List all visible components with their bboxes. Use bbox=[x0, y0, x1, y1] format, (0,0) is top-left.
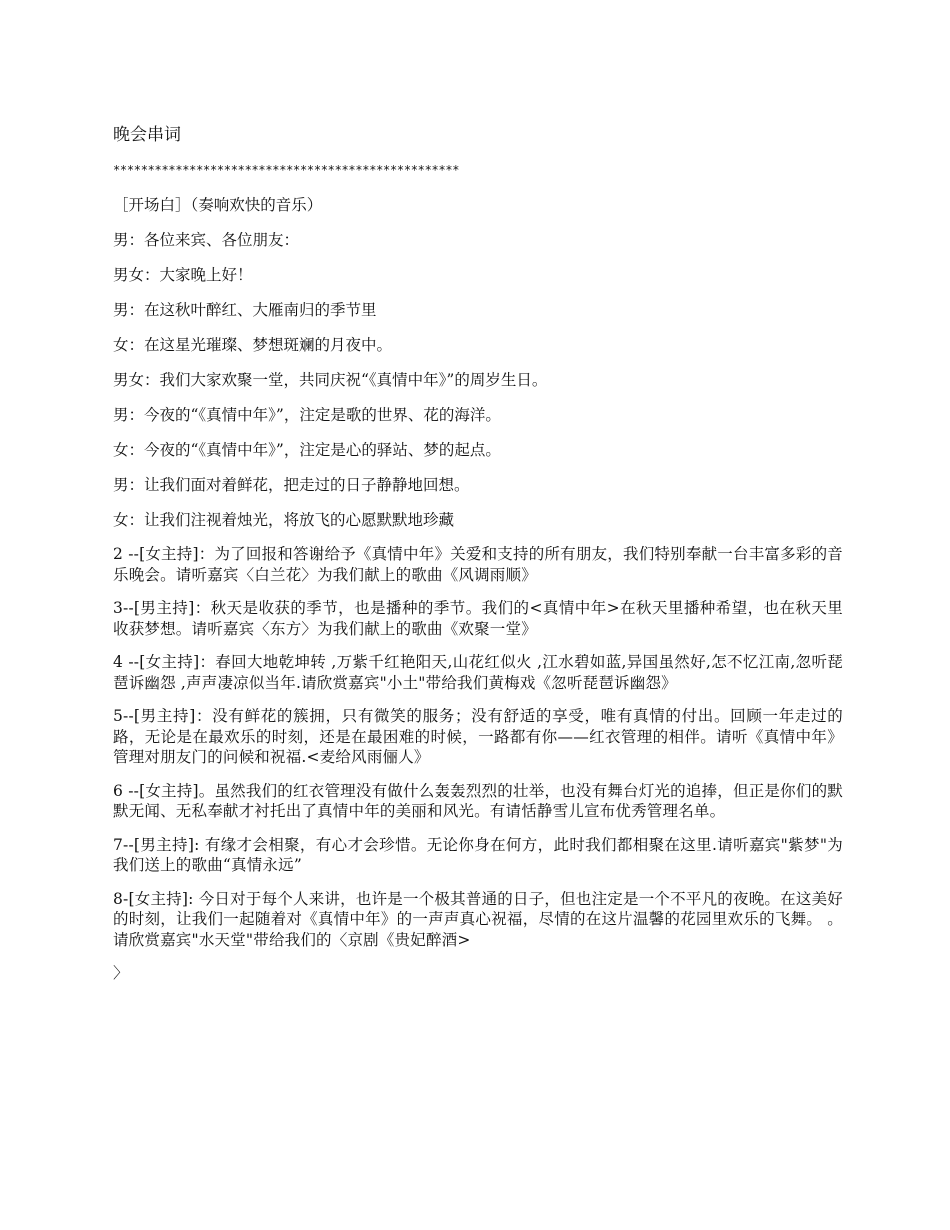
document-page bbox=[113, 124, 843, 997]
dialogue-line: 女：让我们注视着烛光，将放飞的心愿默默地珍藏 bbox=[113, 511, 455, 529]
dialogue-line: 女：在这星光璀璨、梦想斑斓的月夜中。 bbox=[113, 336, 393, 354]
dialogue-line: 男女：大家晚上好！ bbox=[113, 266, 253, 284]
document-title: 晚会串词 bbox=[113, 125, 181, 145]
host-paragraph: 6 --[女主持]。虽然我们的红衣管理没有做什么轰轰烈烈的壮举，也没有舞台灯光的追捧，但正是你们的默默无闻、无私奉献才衬托出了真情中年的美丽和风光。有请恬静雪儿宣布优秀管理名单。 bbox=[113, 781, 843, 820]
dialogue-line: 男女：我们大家欢聚一堂，共同庆祝“《真情中年》”的周岁生日。 bbox=[113, 371, 548, 389]
opening-heading: ［开场白］（奏响欢快的音乐） bbox=[113, 196, 323, 214]
dialogue-line: 男：今夜的“《真情中年》”，注定是歌的世界、花的海洋。 bbox=[113, 406, 501, 424]
separator-line: ************************************************** bbox=[113, 163, 460, 177]
dialogue-line: 男：各位来宾、各位朋友： bbox=[113, 231, 300, 249]
host-paragraph: 5--[男主持]：没有鲜花的簇拥，只有微笑的服务；没有舒适的享受，唯有真情的付出。回顾一年走过的路，无论是在最欢乐的时刻，还是在最困难的时候，一路都有你——红衣管理的相伴。请听《真情中年》管理对朋友门的问候和祝福.<麦给风雨俪人》 bbox=[113, 707, 843, 766]
host-paragraph: 2 --[女主持]：为了回报和答谢给予《真情中年》关爱和支持的所有朋友，我们特别奉献一台丰富多彩的音乐晚会。请听嘉宾〈白兰花〉为我们献上的歌曲《风调雨顺》 bbox=[113, 545, 843, 584]
host-paragraph: 3--[男主持]：秋天是收获的季节，也是播种的季节。我们的<真情中年>在秋天里播种希望，也在秋天里收获梦想。请听嘉宾〈东方〉为我们献上的歌曲《欢聚一堂》 bbox=[113, 599, 843, 638]
host-paragraph: 8-[女主持]: 今日对于每个人来讲，也许是一个极其普通的日子，但也注定是一个不平凡的夜晚。在这美好的时刻，让我们一起随着对《真情中年》的一声声真心祝福，尽情的在这片温馨的花园里欢乐的飞舞。 。请欣赏嘉宾"水天堂"带给我们的〈京剧《贵妃醉酒> bbox=[113, 889, 843, 949]
host-paragraph: 4 --[女主持]：春回大地乾坤转 ,万紫千红艳阳天,山花红似火 ,江水碧如蓝,异国虽然好,怎不忆江南,忽听琵琶诉幽怨 ,声声凄凉似当年.请欣赏嘉宾"小土"带给我们黄梅戏《忽听琵琶诉幽怨》 bbox=[113, 653, 843, 692]
dialogue-line: 男：让我们面对着鲜花，把走过的日子静静地回想。 bbox=[113, 476, 470, 494]
host-paragraph: 7--[男主持]: 有缘才会相聚，有心才会珍惜。无论你身在何方，此时我们都相聚在这里.请听嘉宾"紫梦"为我们送上的歌曲“真情永远” bbox=[113, 835, 843, 874]
closing-bracket: 〉 bbox=[113, 964, 129, 982]
dialogue-line: 女：今夜的“《真情中年》”，注定是心的驿站、梦的起点。 bbox=[113, 441, 501, 459]
dialogue-line: 男：在这秋叶醉红、大雁南归的季节里 bbox=[113, 301, 377, 319]
